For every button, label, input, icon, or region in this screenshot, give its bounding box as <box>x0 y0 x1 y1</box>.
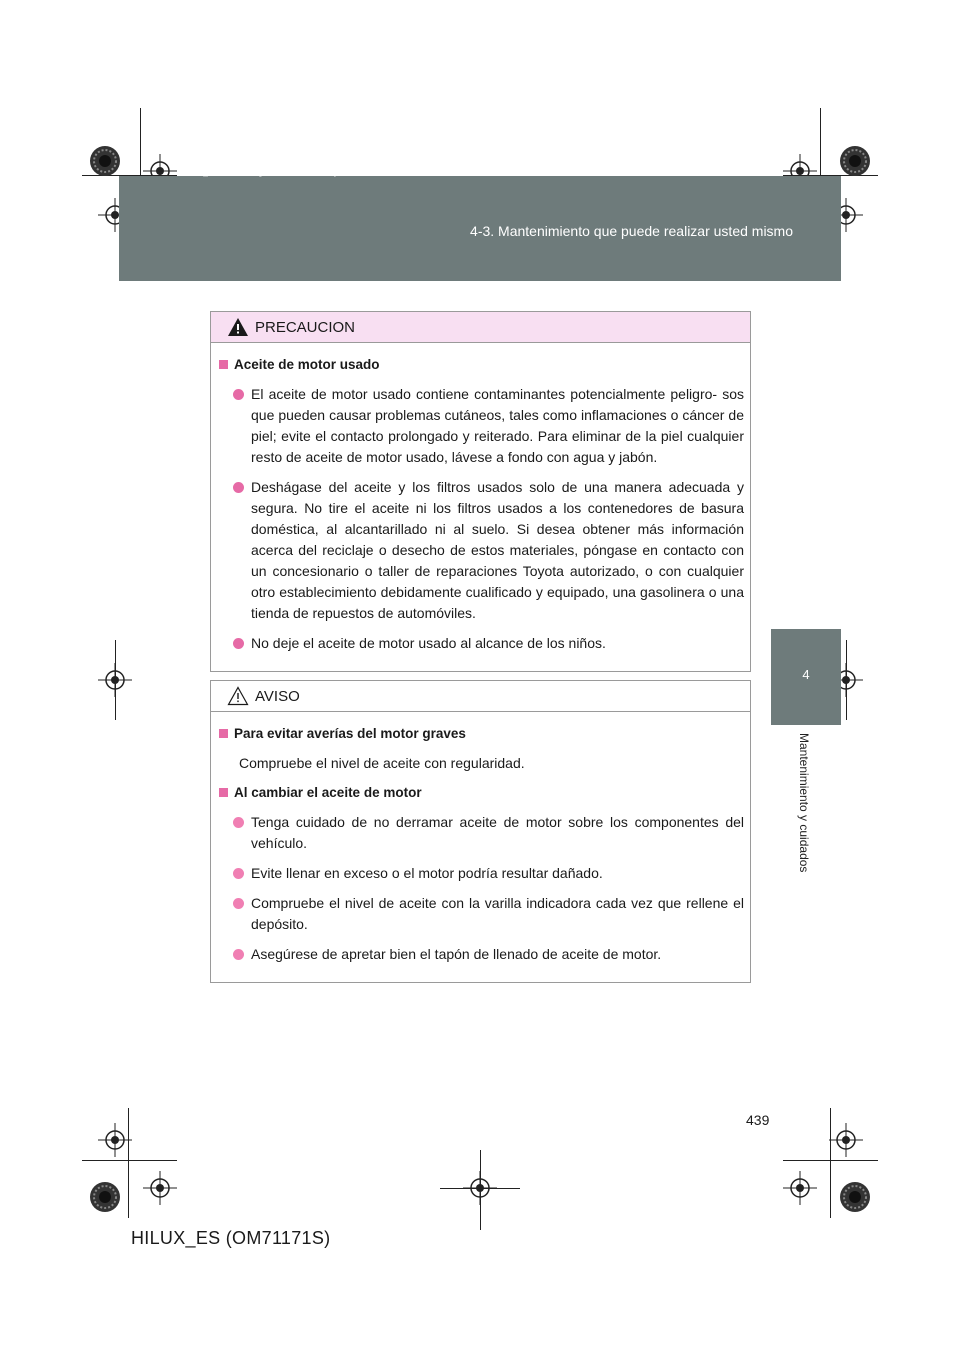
page-number: 439 <box>746 1112 770 1128</box>
book-info-line: HILUX_ES.book Page 439 Wednesday, March 23, 2011 4:15 PM <box>178 168 459 177</box>
registration-mark-icon <box>98 1123 132 1157</box>
list-item: El aceite de motor usado contiene contaminantes potencialmente peligro- sos que pueden causar problemas cutáneos, tales como inflamaciones o cáncer de piel; evite el contacto prolongado y reiterado. Para eliminar de la piel cualquier resto de aceite de motor usado, lávese a fondo con agua y jabón. <box>233 384 744 468</box>
registration-mark-icon <box>143 1171 177 1205</box>
warning-triangle-icon <box>227 317 249 337</box>
aviso-header <box>211 681 750 712</box>
registration-mark-icon <box>98 663 132 697</box>
crop-line <box>783 1160 878 1161</box>
list-item: Tenga cuidado de no derramar aceite de motor sobre los componentes del vehículo. <box>233 812 744 854</box>
precaucion-header <box>211 312 750 343</box>
crop-line <box>82 1160 177 1161</box>
registration-mark-icon <box>829 1123 863 1157</box>
chapter-label: Mantenimiento y cuidados <box>797 733 811 873</box>
precaucion-box <box>210 311 751 672</box>
list-item: Evite llenar en exceso o el motor podría resultar dañado. <box>233 863 744 884</box>
list-item: No deje el aceite de motor usado al alcance de los niños. <box>233 633 744 654</box>
list-item: Asegúrese de apretar bien el tapón de llenado de aceite de motor. <box>233 944 744 965</box>
registration-mark-icon <box>463 1171 497 1205</box>
chapter-number: 4 <box>802 667 810 682</box>
chapter-tab <box>771 629 841 725</box>
precaucion-heading: Aceite de motor usado <box>219 355 744 375</box>
color-wheel-mark-icon <box>838 144 872 178</box>
aviso-text-1: Compruebe el nivel de aceite con regularidad. <box>239 755 525 771</box>
precaucion-title: PRECAUCION <box>255 318 356 336</box>
aviso-box <box>210 680 751 983</box>
aviso-heading-1: Para evitar averías del motor graves <box>219 724 744 744</box>
aviso-heading-2: Al cambiar el aceite de motor <box>219 783 744 803</box>
section-title: 4-3. Mantenimiento que puede realizar usted mismo <box>470 223 793 239</box>
document-code: HILUX_ES (OM71171S) <box>131 1228 331 1248</box>
aviso-title: AVISO <box>255 687 300 705</box>
registration-mark-icon <box>783 1171 817 1205</box>
caution-triangle-outline-icon <box>227 686 249 706</box>
list-item: Compruebe el nivel de aceite con la varilla indicadora cada vez que rellene el depósito. <box>233 893 744 935</box>
color-wheel-mark-icon <box>838 1180 872 1214</box>
color-wheel-mark-icon <box>88 1180 122 1214</box>
color-wheel-mark-icon <box>88 144 122 178</box>
list-item: Deshágase del aceite y los filtros usados solo de una manera adecuada y segura. No tire el aceite ni los filtros usados a los contenedores de basura doméstica, al alcantarillado ni al suelo. Si desea obtener más información acerca del reciclaje o desecho de estos materiales, póngase en contacto con un concesionario o taller de reparaciones Toyota autorizado, o con cualquier otro establecimiento debidamente cualificado y equipado, una gasolinera o una tienda de repuestos de automóviles. <box>233 477 744 624</box>
